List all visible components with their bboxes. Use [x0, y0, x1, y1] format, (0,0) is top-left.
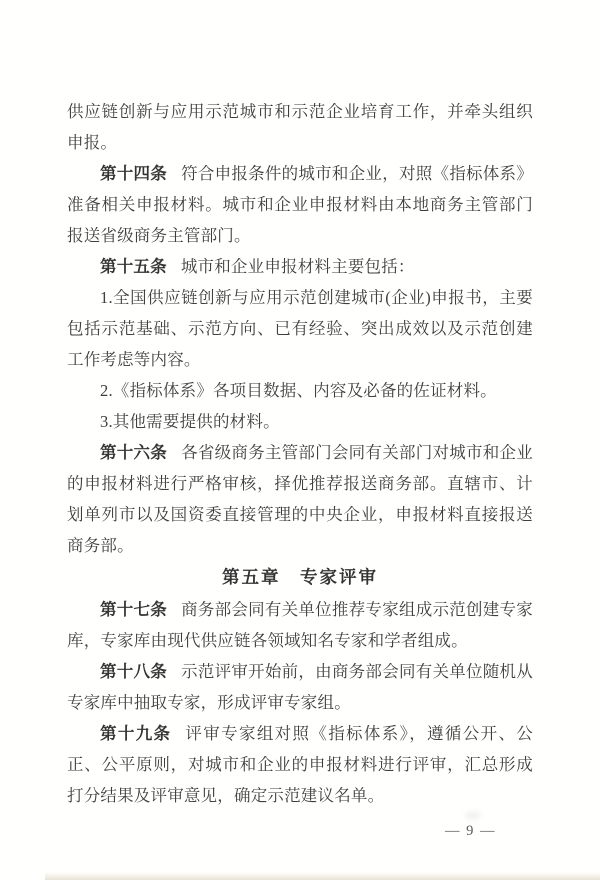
article-paragraph-18: [67, 656, 533, 718]
article-14-text: 符合申报条件的城市和企业，对照《指标体系》准备相关申报材料。城市和企业申报材料由本地商务主管部门报送省级商务主管部门。: [67, 164, 533, 245]
list-item-2: 2.《指标体系》各项目数据、内容及必备的佐证材料。: [100, 381, 497, 400]
article-16-text: 各省级商务主管部门会同有关部门对城市和企业的申报材料进行严格审核，择优推荐报送商务部。直辖市、计划单列市以及国资委直接管理的中央企业，申报材料直接报送商务部。: [67, 443, 533, 555]
article-18-text: 示范评审开始前，由商务部会同有关单位随机从专家库中抽取专家，形成评审专家组。: [67, 662, 533, 712]
article-paragraph-15: [67, 251, 533, 282]
article-paragraph-16: [67, 437, 533, 561]
article-14-number: 第十四条: [100, 164, 168, 183]
article-paragraph-14: [67, 158, 533, 251]
article-15-text: 城市和企业申报材料主要包括：: [180, 257, 415, 276]
article-19-number: 第十九条: [100, 724, 172, 743]
paragraph-continuation: 供应链创新与应用示范城市和示范企业培育工作，并牵头组织申报。: [67, 102, 533, 152]
article-17-text: 商务部会同有关单位推荐专家组成示范创建专家库，专家库由现代供应链各领域知名专家和学者组成。: [67, 600, 533, 650]
chapter-heading: 第五章 专家评审: [222, 567, 378, 587]
article-paragraph-17: [67, 594, 533, 656]
list-item-3: 3.其他需要提供的材料。: [100, 412, 280, 431]
article-16-number: 第十六条: [100, 443, 168, 462]
article-18-number: 第十八条: [100, 662, 168, 681]
document-body: [67, 96, 533, 847]
article-paragraph-19: [67, 718, 533, 811]
article-17-number: 第十七条: [100, 600, 168, 619]
scan-artifact-bottom-edge: [45, 872, 600, 880]
article-15-number: 第十五条: [100, 257, 167, 276]
list-item-1: 1.全国供应链创新与应用示范创建城市(企业)申报书，主要包括示范基础、示范方向、已有经验、突出成效以及示范创建工作考虑等内容。: [67, 288, 533, 369]
article-19-text: 评审专家组对照《指标体系》，遵循公开、公正、公平原则，对城市和企业的申报材料进行评审，汇总形成打分结果及评审意见，确定示范建议名单。: [67, 724, 533, 805]
page-number: — 9 —: [445, 823, 496, 839]
